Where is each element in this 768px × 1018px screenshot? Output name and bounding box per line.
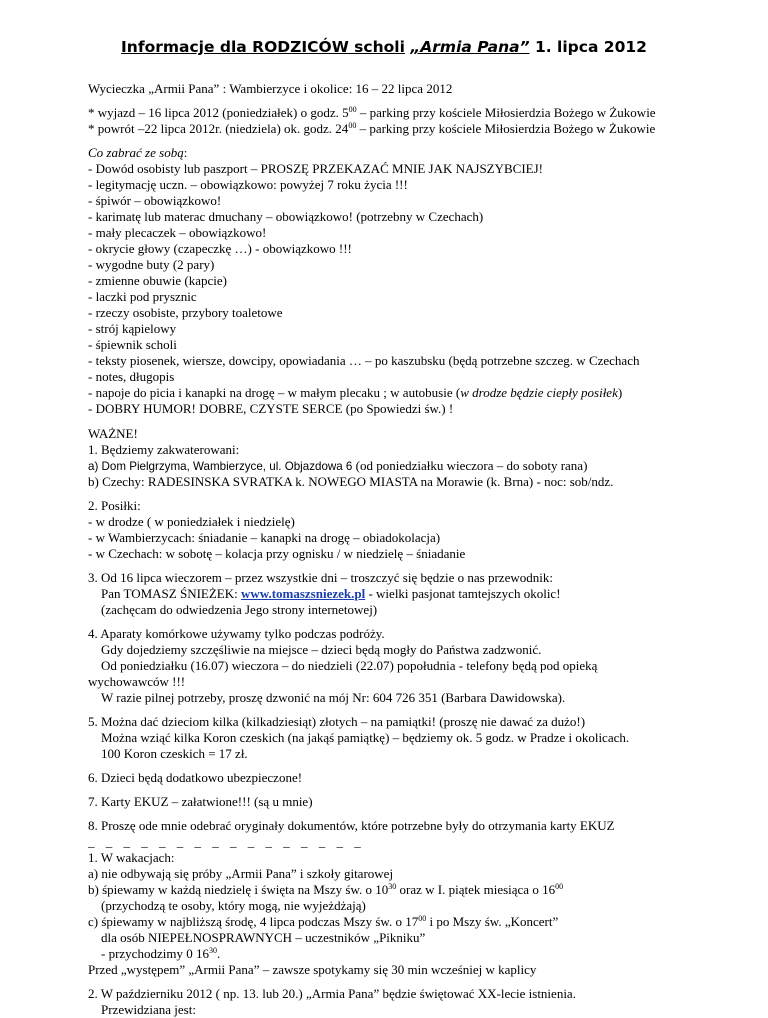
packing-item: - laczki pod prysznic: [88, 289, 197, 304]
packing-item: - legitymację uczn. – obowiązkowo: powyżej 7 roku życia !!!: [88, 177, 408, 192]
point-5-line: 100 Koron czeskich = 17 zł.: [101, 746, 248, 761]
packing-item: - śpiwór – obowiązkowo!: [88, 193, 222, 208]
return-line: * powrót –22 lipca 2012r. (niedziela) ok. godz. $24^{00}$ – parking przy kościele Miłosierdzia Bożego w Żukowie: [88, 121, 656, 136]
point-2: 2. Posiłki:: [88, 498, 141, 513]
point-8: 8. Proszę ode mnie odebrać oryginały dokumentów, które potrzebne były do otrzymania karty EKUZ: [88, 818, 615, 833]
title-date: 1. lipca 2012: [534, 38, 647, 56]
packing-item: - rzeczy osobiste, przybory toaletowe: [88, 305, 283, 320]
guide-line: Pan TOMASZ ŚNIEŻEK: www.tomaszsniezek.pl - wielki pasjonat tamtejszych okolic!: [101, 586, 561, 601]
packing-item-food: - napoje do picia i kanapki na drogę – w małym plecaku ; w autobusie (w drodze będzie ciepły posiłek): [88, 385, 623, 400]
holidays-line: (przychodzą te osoby, który mogą, nie wyjeżdżają): [101, 898, 366, 913]
point-5-line: Można wziąć kilka Koron czeskich (na jakąś pamiątkę) – będziemy ok. 5 godz. w Pradze i okolicach.: [101, 730, 630, 745]
separator-line: _ _ _ _ _ _ _ _ _ _ _ _ _ _ _ _: [88, 834, 365, 849]
point-2-line: - w drodze ( w poniedziałek i niedzielę): [88, 514, 295, 529]
point-4-line: Od poniedziałku (16.07) wieczora – do niedzieli (22.07) popołudnia - telefony będą pod opieką: [101, 658, 598, 673]
anniversary-line: 2. W październiku 2012 ( np. 13. lub 20.) „Armia Pana” będzie świętować XX-lecie istnienia.: [88, 986, 576, 1001]
packing-item: - teksty piosenek, wiersze, dowcipy, opowiadania … – po kaszubsku (będą potrzebne szczeg. w Czechach: [88, 353, 640, 368]
document-title: [0, 37, 768, 57]
packing-item: - mały plecaczek – obowiązkowo!: [88, 225, 267, 240]
point-7: 7. Karty EKUZ – załatwione!!! (są u mnie): [88, 794, 313, 809]
holidays-heading: 1. W wakacjach:: [88, 850, 175, 865]
point-5: 5. Można dać dzieciom kilka (kilkadziesiąt) złotych – na pamiątki! (proszę nie dawać za dużo!): [88, 714, 586, 729]
packing-item: - karimatę lub materac dmuchany – obowiązkowo! (potrzebny w Czechach): [88, 209, 484, 224]
point-4-line: Gdy dojedziemy szczęśliwie na miejsce – dzieci będą mogły do Państwa zadzwonić.: [101, 642, 542, 657]
point-1b: b) Czechy: RADESINSKA SVRATKA k. NOWEGO MIASTA na Morawie (k. Brna) - noc: sob/ndz.: [88, 474, 614, 489]
packing-item: - śpiewnik scholi: [88, 337, 177, 352]
holidays-line: Przed „występem” „Armii Pana” – zawsze spotykamy się 30 min wcześniej w kaplicy: [88, 962, 537, 977]
document-body: [88, 81, 748, 1018]
packing-item: - zmienne obuwie (kapcie): [88, 273, 227, 288]
point-3: 3. Od 16 lipca wieczorem – przez wszystkie dni – troszczyć się będzie o nas przewodnik:: [88, 570, 553, 585]
title-prefix: Informacje dla RODZICÓW scholi: [121, 38, 405, 56]
departure-line: * wyjazd – 16 lipca 2012 (poniedziałek) o godz. $5^{00}$ – parking przy kościele Miłosierdzia Bożego w Żukowie: [88, 105, 656, 120]
holidays-line: - przychodzimy 0 $16^{30}$.: [101, 946, 221, 961]
packing-item: - okrycie głowy (czapeczkę …) - obowiązkowo !!!: [88, 241, 352, 256]
packing-item: - notes, długopis: [88, 369, 175, 384]
packing-item: - Dowód osobisty lub paszport – PROSZĘ PRZEKAZAĆ MNIE JAK NAJSZYBCIEJ!: [88, 161, 544, 176]
important-heading: WAŻNE!: [88, 426, 138, 441]
point-2-line: - w Wambierzycach: śniadanie – kanapki na drogę – obiadokolacja): [88, 530, 441, 545]
guide-website-link[interactable]: www.tomaszsniezek.pl: [241, 586, 366, 601]
trip-line: Wycieczka „Armii Pana” : Wambierzyce i okolice: 16 – 22 lipca 2012: [88, 81, 453, 96]
holidays-line: b) śpiewamy w każdą niedzielę i święta na Mszy św. o $10^{30}$ oraz w I. piątek miesiąca o $16^{00}$: [88, 882, 564, 897]
packing-item: - wygodne buty (2 pary): [88, 257, 215, 272]
point-1: 1. Będziemy zakwaterowani:: [88, 442, 240, 457]
anniversary-line: Przewidziana jest:: [101, 1002, 196, 1017]
packing-heading: Co zabrać ze sobą:: [88, 145, 188, 160]
title-armia-pana: „Armia Pana”: [410, 38, 530, 56]
point-4-line: wychowawców !!!: [88, 674, 186, 689]
holidays-line: a) nie odbywają się próby „Armii Pana” i szkoły gitarowej: [88, 866, 394, 881]
point-4: 4. Aparaty komórkowe używamy tylko podczas podróży.: [88, 626, 385, 641]
point-1a: a) Dom Pielgrzyma, Wambierzyce, ul. Objazdowa 6 (od poniedziałku wieczora – do soboty rana): [88, 458, 588, 473]
holidays-line: c) śpiewamy w najbliższą środę, 4 lipca podczas Mszy św. o $17^{00}$ i po Mszy św. „Koncert”: [88, 914, 559, 929]
point-6: 6. Dzieci będą dodatkowo ubezpieczone!: [88, 770, 303, 785]
guide-note: (zachęcam do odwiedzenia Jego strony internetowej): [101, 602, 378, 617]
point-2-line: - w Czechach: w sobotę – kolacja przy ognisku / w niedzielę – śniadanie: [88, 546, 466, 561]
point-4-line: W razie pilnej potrzeby, proszę dzwonić na mój Nr: 604 726 351 (Barbara Dawidowska).: [101, 690, 566, 705]
packing-item-humor: - DOBRY HUMOR! DOBRE, CZYSTE SERCE (po Spowiedzi św.) !: [88, 401, 454, 416]
packing-item: - strój kąpielowy: [88, 321, 177, 336]
holidays-line: dla osób NIEPEŁNOSPRAWNYCH – uczestników „Pikniku”: [101, 930, 426, 945]
